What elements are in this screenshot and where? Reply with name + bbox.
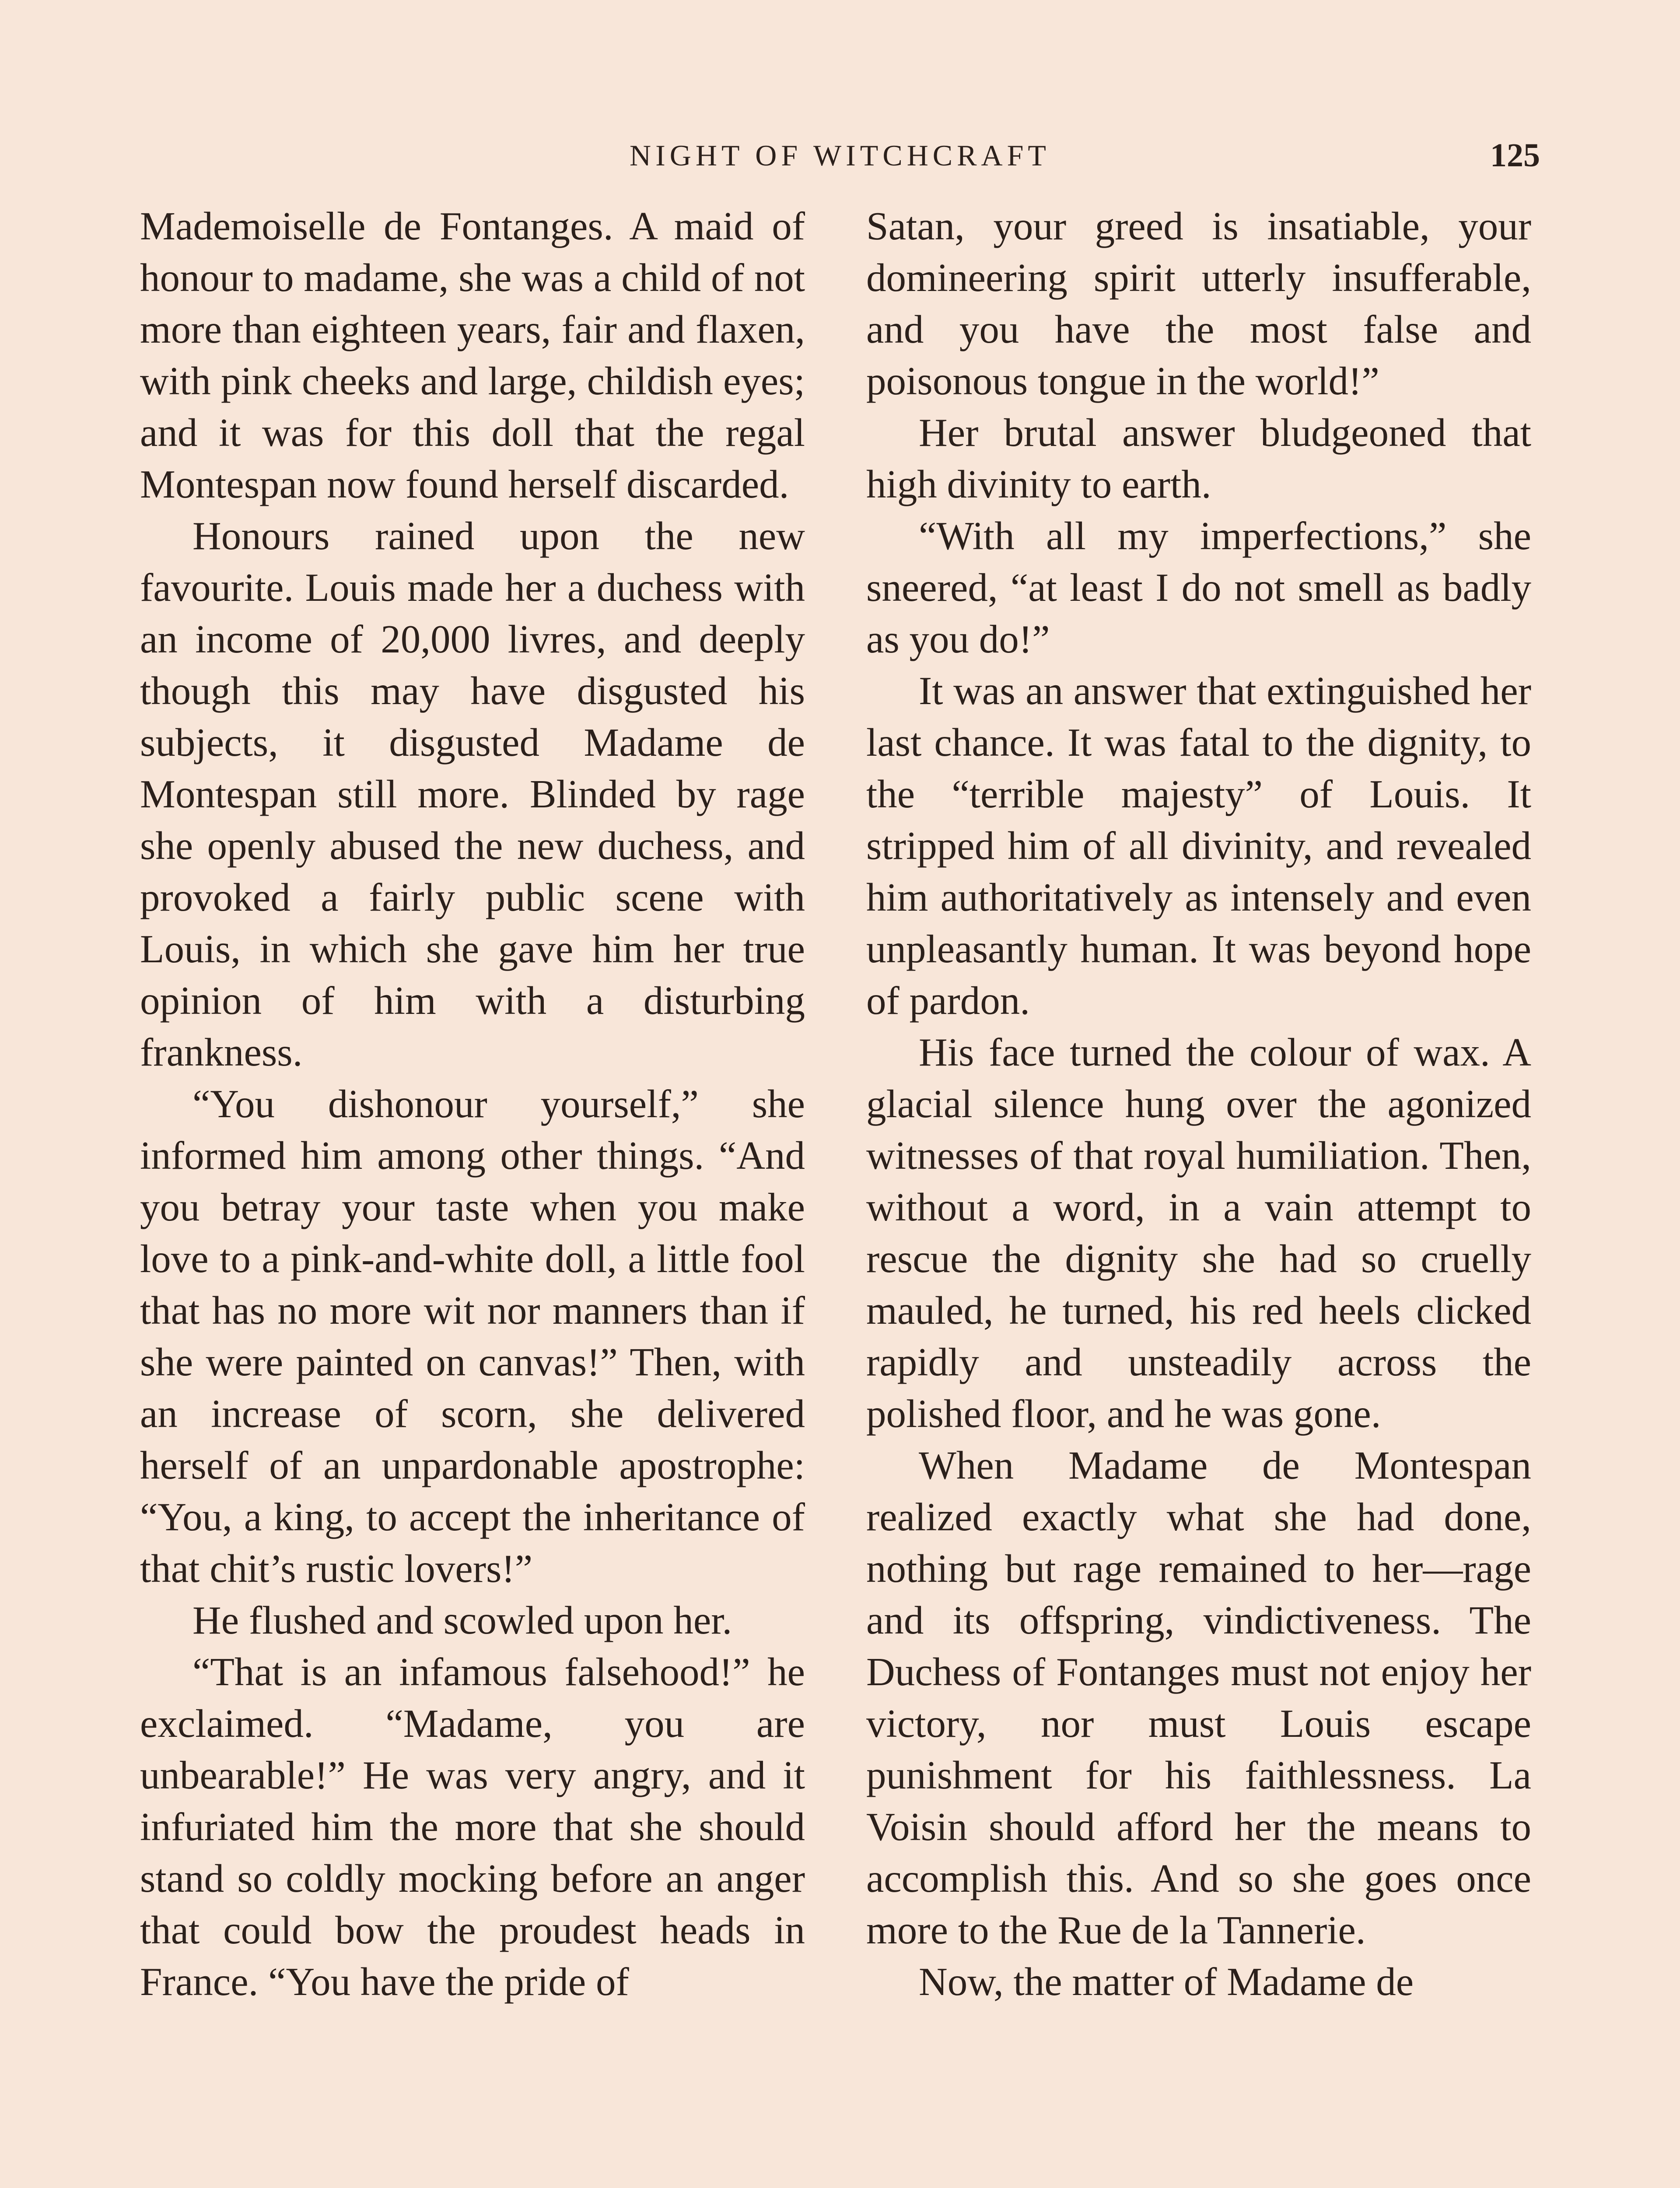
paragraph: “With all my imperfections,” she sneered, “at least I do not smell as badly as you do!” bbox=[866, 514, 1531, 661]
paragraph: Satan, your greed is insatiable, your domineering spirit utterly insufferable, and you have the most false and poisonous tongue in the world!” bbox=[866, 204, 1531, 403]
page-number: 125 bbox=[1490, 137, 1540, 174]
right-column bbox=[866, 200, 1531, 2188]
left-column bbox=[140, 200, 805, 2188]
paragraph: “You dishonour yourself,” she informed him among other things. “And you betray your taste when you make love to a pink-and-white doll, a little fool that has no more wit nor manners than if she were painted on canvas!” Then, with an increase of scorn, she delivered herself of an unpardonable apostrophe: “You, a king, to accept the inheritance of that chit’s rustic lovers!” bbox=[140, 1082, 805, 1591]
paragraph: “That is an infamous falsehood!” he exclaimed. “Madame, you are unbearable!” He was very angry, and it infuriated him the more that she should stand so coldly mocking before an anger that could bow the proudest heads in France. “You have the pride of bbox=[140, 1650, 805, 2004]
paragraph: Now, the matter of Madame de bbox=[919, 1960, 1414, 2004]
paragraph: Her brutal answer bludgeoned that high divinity to earth. bbox=[866, 410, 1531, 506]
running-head: NIGHT OF WITCHCRAFT bbox=[630, 139, 1050, 172]
page-header bbox=[140, 131, 1540, 179]
paragraph: Mademoiselle de Fontanges. A maid of honour to madame, she was a child of not more than eighteen years, fair and flaxen, with pink cheeks and large, childish eyes; and it was for this doll that the regal Montespan now found herself discarded. bbox=[140, 204, 805, 506]
paragraph: He flushed and scowled upon her. bbox=[192, 1598, 732, 1642]
paragraph: It was an answer that extinguished her last chance. It was fatal to the dignity, to the “terrible majesty” of Louis. It stripped him of all divinity, and revealed him authoritatively as intensely and even unpleasantly human. It was beyond hope of pardon. bbox=[866, 669, 1531, 1023]
paragraph: When Madame de Montespan realized exactly what she had done, nothing but rage remained to her—rage and its offspring, vindictiveness. The Duchess of Fontanges must not enjoy her victory, nor must Louis escape punishment for his faithlessness. La Voisin should afford her the means to accomplish this. And so she goes once more to the Rue de la Tannerie. bbox=[866, 1443, 1531, 1952]
paragraph: His face turned the colour of wax. A glacial silence hung over the agonized witnesses of that royal humiliation. Then, without a word, in a vain attempt to rescue the dignity she had so cruelly mauled, he turned, his red heels clicked rapidly and unsteadily across the polished floor, and he was gone. bbox=[866, 1030, 1531, 1436]
text-columns bbox=[140, 200, 1540, 2188]
paragraph: Honours rained upon the new favourite. Louis made her a duchess with an income of 20,000 livres, and deeply though this may have disgusted his subjects, it disgusted Madame de Montespan still more. Blinded by rage she openly abused the new duchess, and provoked a fairly public scene with Louis, in which she gave him her true opinion of him with a disturbing frankness. bbox=[140, 514, 805, 1074]
